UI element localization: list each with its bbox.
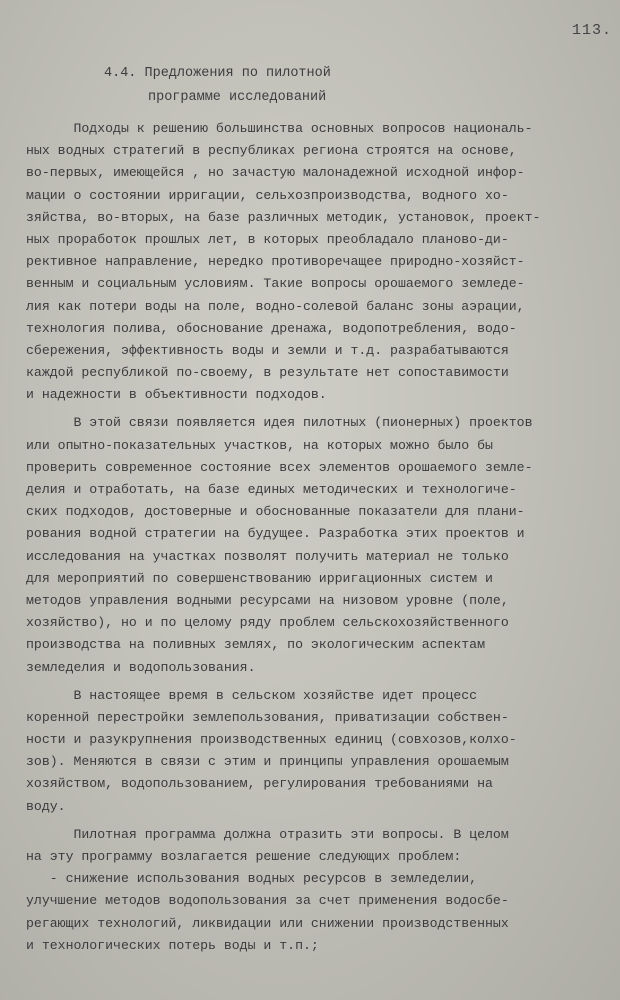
text-line: рективное направление, нередко противоречащее природно-хозяйст- (26, 254, 525, 270)
text-line: методов управления водными ресурсами на низовом уровне (поле, (26, 592, 509, 608)
text-line: или опытно-показательных участков, на которых можно было бы (26, 437, 493, 453)
paragraph (26, 824, 594, 957)
text-line: улучшение методов водопользования за счет применения водосбе- (26, 893, 509, 909)
text-line: хозяйством, водопользованием, регулирования требованиями на (26, 776, 493, 792)
text-line: - снижение использования водных ресурсов в земледелии, (26, 871, 478, 887)
text-line: сбережения, эффективность воды и земли и т.д. разрабатываются (26, 342, 509, 358)
paragraph (26, 412, 594, 678)
text-line: производства на поливных землях, по экологическим аспектам (26, 637, 485, 653)
text-line: земледелия и водопользования. (26, 659, 256, 675)
text-line: В этой связи появляется идея пилотных (пионерных) проектов (26, 415, 533, 431)
text-line: ских подходов, достоверные и обоснованные показатели для плани- (26, 504, 525, 520)
text-line: ности и разукрупнения производственных единиц (совхозов,колхо- (26, 732, 517, 748)
text-line: Подходы к решению большинства основных вопросов националь- (26, 121, 533, 136)
section-heading (104, 62, 331, 110)
text-line: ных проработок прошлых лет, в которых преобладало планово-ди- (26, 231, 509, 247)
body-text (26, 118, 594, 957)
text-line: зов). Меняются в связи с этим и принципы управления орошаемым (26, 754, 509, 770)
text-line: технология полива, обоснование дренажа, водопотребления, водо- (26, 320, 517, 336)
text-line: мации о состоянии ирригации, сельхозпроизводства, водного хо- (26, 187, 509, 203)
section-heading-line-1: 4.4. Предложения по пилотной (104, 66, 331, 81)
text-line: рования водной стратегии на будущее. Разработка этих проектов и (26, 526, 525, 542)
text-line: ных водных стратегий в республиках региона строятся на основе, (26, 143, 517, 159)
text-line: и технологических потерь воды и т.п.; (26, 937, 319, 953)
text-line: В настоящее время в сельском хозяйстве идет процесс (26, 687, 478, 703)
text-line: лия как потери воды на поле, водно-солевой баланс зоны аэрации, (26, 298, 525, 314)
text-line: исследования на участках позволят получить материал не только (26, 548, 509, 564)
paragraph (26, 685, 594, 818)
text-line: венным и социальным условиям. Такие вопросы орошаемого земледе- (26, 276, 525, 292)
text-line: хозяйство), но и по целому ряду проблем сельскохозяйственного (26, 615, 509, 631)
text-line: зяйства, во-вторых, на базе различных методик, установок, проект- (26, 209, 541, 225)
text-line: во-первых, имеющейся , но зачастую малонадежной исходной инфор- (26, 165, 525, 181)
text-line: для мероприятий по совершенствованию ирригационных систем и (26, 570, 493, 586)
text-line: коренной перестройки землепользования, приватизации собствен- (26, 709, 509, 725)
paragraph (26, 118, 594, 406)
text-line: и надежности в объективности подходов. (26, 387, 327, 403)
text-line: каждой республикой по-своему, в результате нет сопоставимости (26, 365, 509, 381)
text-line: проверить современное состояние всех элементов орошаемого земле- (26, 459, 533, 475)
text-line: на эту программу возлагается решение следующих проблем: (26, 849, 462, 864)
page-number: 113. (572, 22, 613, 39)
section-heading-line-2: программе исследований (148, 90, 327, 105)
text-line: воду. (26, 798, 66, 814)
text-line: регающих технологий, ликвидации или снижении производственных (26, 915, 509, 931)
text-line: делия и отработать, на базе единых методических и технологиче- (26, 482, 517, 497)
text-line: Пилотная программа должна отразить эти вопросы. В целом (26, 826, 509, 842)
